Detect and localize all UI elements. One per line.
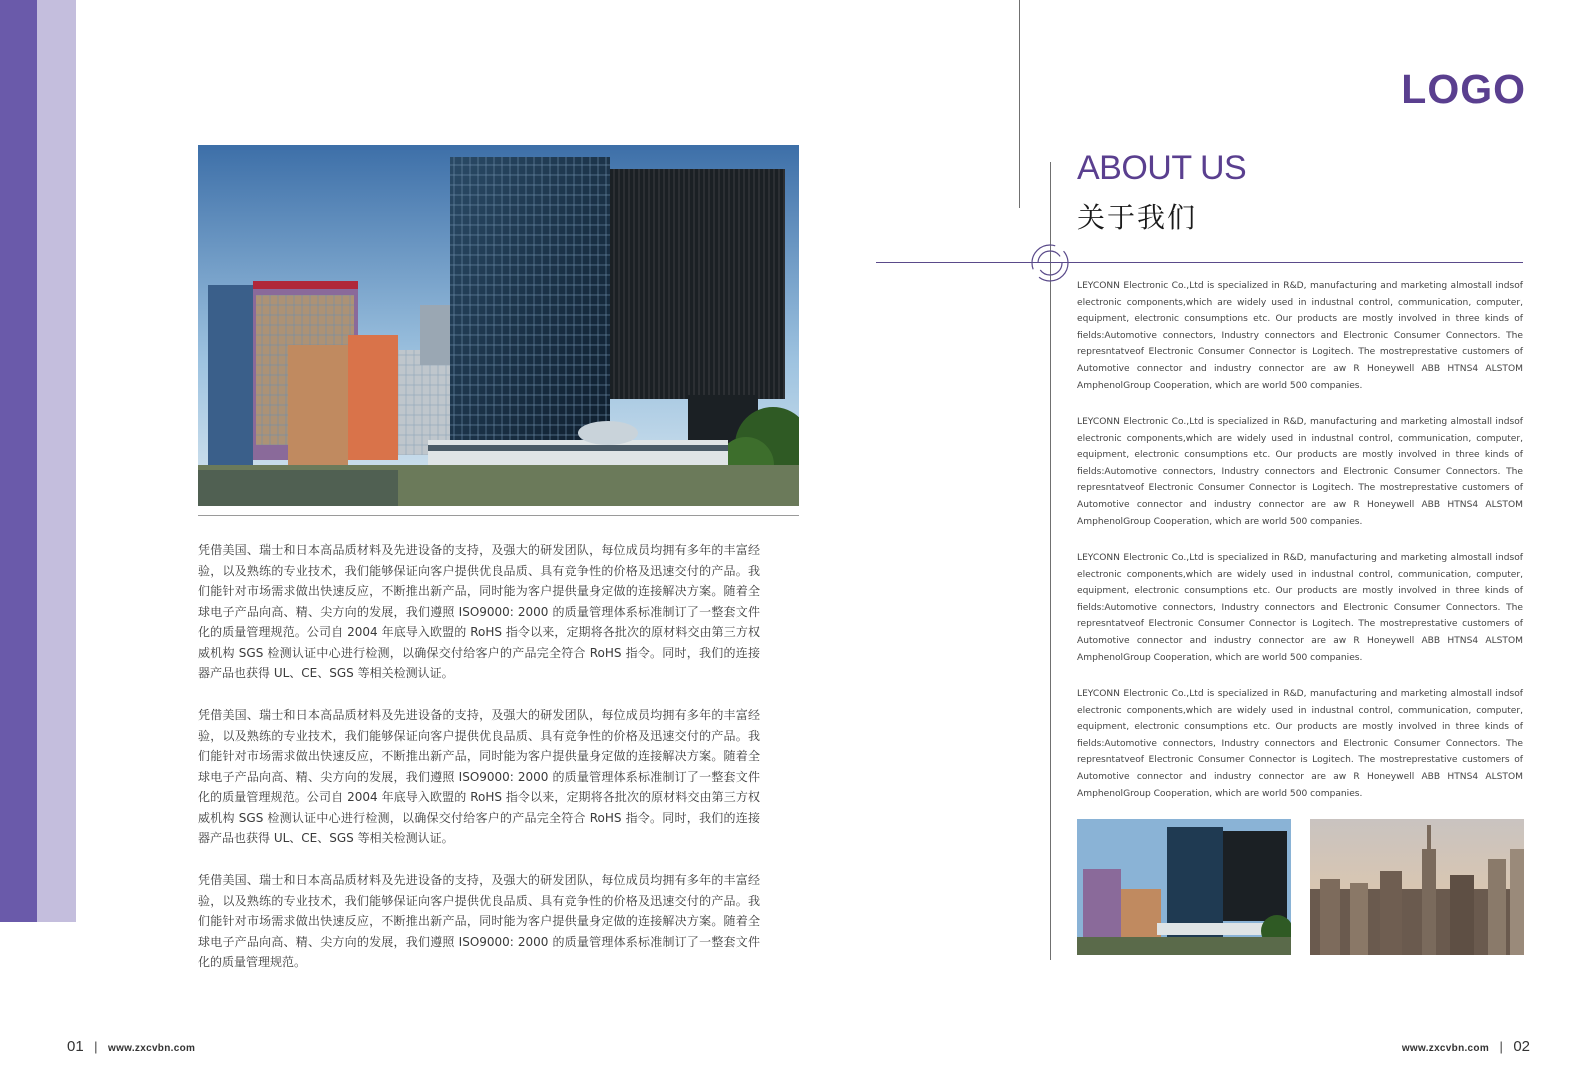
about-paragraph-en-4: LEYCONN Electronic Co.,Ltd is specialized in R&D, manufacturing and marketing almostall indsof electronic components,which are widely used in industnal control, communication, computer, equipment, electronic consumptions etc. Our products are mostly involved in three kinds of fields:Automotive connectors, Industry connectors and Electronic Consumer Connectors. The represntatveof Electronic Consumer Connector is Logitech. The mostreprestative customers of Automotive connector and industry connector are aw R Honeywell ABB HTNS4 ALSTOM AmphenolGroup Cooperation, which are world 500 companies. [1077, 689, 1523, 799]
about-title-en: ABOUT US [1077, 149, 1247, 187]
decorative-bar-dark [0, 0, 37, 922]
divider-horizontal [876, 262, 1523, 263]
about-title-zh: 关于我们 [1077, 201, 1198, 234]
footer-url-right: www.zxcvbn.com [1401, 1043, 1490, 1054]
footer-separator-right: | [1499, 1039, 1503, 1054]
footer-right [1402, 1038, 1530, 1056]
page-number-left: 01 [67, 1038, 84, 1055]
city-skyline-thumbnail [1310, 819, 1524, 955]
about-paragraph-en-3: LEYCONN Electronic Co.,Ltd is specialized in R&D, manufacturing and marketing almostall indsof electronic components,which are widely used in industnal control, communication, computer, equipment, electronic consumptions etc. Our products are mostly involved in three kinds of fields:Automotive connectors, Industry connectors and Electronic Consumer Connectors. The represntatveof Electronic Consumer Connector is Logitech. The mostreprestative customers of Automotive connector and industry connector are aw R Honeywell ABB HTNS4 ALSTOM AmphenolGroup Cooperation, which are world 500 companies. [1077, 553, 1523, 663]
about-paragraph-en-2: LEYCONN Electronic Co.,Ltd is specialized in R&D, manufacturing and marketing almostall indsof electronic components,which are widely used in industnal control, communication, computer, equipment, electronic consumptions etc. Our products are mostly involved in three kinds of fields:Automotive connectors, Industry connectors and Electronic Consumer Connectors. The represntatveof Electronic Consumer Connector is Logitech. The mostreprestative customers of Automotive connector and industry connector are aw R Honeywell ABB HTNS4 ALSTOM AmphenolGroup Cooperation, which are world 500 companies. [1077, 417, 1523, 527]
decorative-bar-light [37, 0, 76, 922]
buildings-thumbnail [1077, 819, 1291, 955]
hyatt-buildings-photo [198, 145, 799, 506]
company-logo: LOGO [1401, 66, 1526, 112]
footer-url-left: www.zxcvbn.com [107, 1043, 196, 1054]
crosshair-icon [1028, 241, 1072, 285]
about-paragraph-en-1: LEYCONN Electronic Co.,Ltd is specialized in R&D, manufacturing and marketing almostall indsof electronic components,which are widely used in industnal control, communication, computer, equipment, electronic consumptions etc. Our products are mostly involved in three kinds of fields:Automotive connectors, Industry connectors and Electronic Consumer Connectors. The represntatveof Electronic Consumer Connector is Logitech. The mostreprestative customers of Automotive connector and industry connector are aw R Honeywell ABB HTNS4 ALSTOM AmphenolGroup Cooperation, which are world 500 companies. [1077, 281, 1523, 391]
intro-paragraph-zh-3: 凭借美国、瑞士和日本高品质材料及先进设备的支持，及强大的研发团队，每位成员均拥有多年的丰富经验，以及熟练的专业技术，我们能够保证向客户提供优良品质、具有竞争性的价格及迅速交付的产品。我们能针对市场需求做出快速反应，不断推出新产品，同时能为客户提供量身定做的连接解决方案。随着全球电子产品向高、精、尖方向的发展，我们遵照 ISO9000: 2000 的质量管理体系标准制订了一整套文件化的质量管理规范。 [198, 873, 760, 969]
footer-left [67, 1038, 195, 1056]
intro-paragraph-zh-1: 凭借美国、瑞士和日本高品质材料及先进设备的支持，及强大的研发团队，每位成员均拥有多年的丰富经验，以及熟练的专业技术，我们能够保证向客户提供优良品质、具有竞争性的价格及迅速交付的产品。我们能针对市场需求做出快速反应，不断推出新产品，同时能为客户提供量身定做的连接解决方案。随着全球电子产品向高、精、尖方向的发展，我们遵照 ISO9000: 2000 的质量管理体系标准制订了一整套文件化的质量管理规范。公司自 2004 年底导入欧盟的 RoHS 指令以来，定期将各批次的原材料交由第三方权威机构 SGS 检测认证中心进行检测，以确保交付给客户的产品完全符合 RoHS 指令。同时，我们的连接器产品也获得 UL、CE、SGS 等相关检测认证。 [198, 543, 760, 680]
footer-separator-left: | [94, 1039, 98, 1054]
divider-vertical-top [1019, 0, 1020, 208]
photo-underline [198, 515, 799, 516]
page-number-right: 02 [1513, 1038, 1530, 1055]
intro-paragraph-zh-2: 凭借美国、瑞士和日本高品质材料及先进设备的支持，及强大的研发团队，每位成员均拥有多年的丰富经验，以及熟练的专业技术，我们能够保证向客户提供优良品质、具有竞争性的价格及迅速交付的产品。我们能针对市场需求做出快速反应，不断推出新产品，同时能为客户提供量身定做的连接解决方案。随着全球电子产品向高、精、尖方向的发展，我们遵照 ISO9000: 2000 的质量管理体系标准制订了一整套文件化的质量管理规范。公司自 2004 年底导入欧盟的 RoHS 指令以来，定期将各批次的原材料交由第三方权威机构 SGS 检测认证中心进行检测，以确保交付给客户的产品完全符合 RoHS 指令。同时，我们的连接器产品也获得 UL、CE、SGS 等相关检测认证。 [198, 708, 760, 845]
